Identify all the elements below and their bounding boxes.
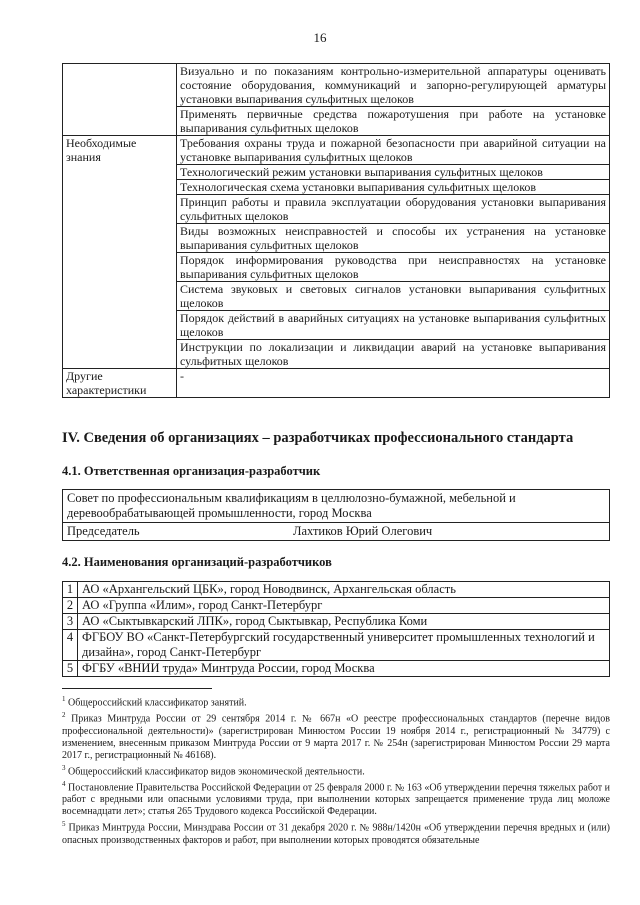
footnote-mark: 4	[62, 779, 66, 788]
table-cell: Визуально и по показаниям контрольно-измерительной аппаратуры оценивать состояние оборудования, коммуникаций и запорно-регулирующей арматуры установки выпаривания сульфитных щелоков	[177, 64, 610, 107]
table-row	[63, 369, 610, 398]
row-label	[63, 64, 177, 136]
table-row	[63, 523, 610, 541]
footnote	[62, 778, 610, 818]
footnote-mark: 5	[62, 820, 66, 829]
footnote	[62, 818, 610, 846]
responsible-org-name: Совет по профессиональным квалификациям в целлюлозно-бумажной, мебельной и деревообрабатывающей промышленности, город Москва	[63, 490, 610, 523]
footnote-mark: 2	[62, 711, 66, 720]
responsible-org-heading: 4.1. Ответственная организация-разработчик	[62, 464, 321, 478]
table-cell: Порядок информирования руководства при неисправностях на установке выпаривания сульфитных щелоков	[177, 253, 610, 282]
table-cell: Система звуковых и световых сигналов установки выпаривания сульфитных щелоков	[177, 282, 610, 311]
footnote-text: Постановление Правительства Российской Федерации от 25 февраля 2000 г. № 163 «Об утверждении перечня тяжелых работ и работ с вредными или опасными условиями труда, при выполнении которых запрещается применение труда лиц моложе восемнадцати лет»; статья 265 Трудового кодекса Российской Федерации.	[62, 782, 610, 818]
table-cell: Технологический режим установки выпаривания сульфитных щелоков	[177, 165, 610, 180]
section-heading: IV. Сведения об организациях – разработчиках профессионального стандарта	[62, 430, 574, 446]
table-cell: Применять первичные средства пожаротушения при работе на установке выпаривания сульфитных щелоков	[177, 107, 610, 136]
table-row	[63, 598, 610, 614]
footnote	[62, 693, 610, 709]
other-characteristics-label: Другие характеристики	[63, 369, 177, 398]
required-knowledge-label: Необходимые знания	[63, 136, 177, 369]
table-cell: Инструкции по локализации и ликвидации аварий на установке выпаривания сульфитных щелоков	[177, 340, 610, 369]
page-number: 16	[313, 30, 327, 45]
table-row	[63, 614, 610, 630]
row-number: 4	[63, 630, 78, 661]
chairman-role: Председатель	[63, 523, 290, 541]
developer-name: АО «Сыктывкарский ЛПК», город Сыктывкар, Республика Коми	[78, 614, 610, 630]
table-row	[63, 136, 610, 165]
row-number: 1	[63, 582, 78, 598]
table-row	[63, 661, 610, 677]
footnote-mark: 1	[62, 695, 66, 703]
developer-name: ФГБОУ ВО «Санкт-Петербургский государственный университет промышленных технологий и дизайна», город Санкт-Петербург	[78, 630, 610, 661]
developer-name: ФГБУ «ВНИИ труда» Минтруда России, город Москва	[78, 661, 610, 677]
table-row	[63, 582, 610, 598]
footnote	[62, 762, 610, 778]
footnote-text: Приказ Минтруда России, Минздрава России от 31 декабря 2020 г. № 988н/1420н «Об утверждении перечня вредных и (или) опасных производственных факторов и работ, при выполнении которых проводятся обязательные	[62, 822, 610, 846]
table-row	[63, 490, 610, 523]
developers-heading: 4.2. Наименования организаций-разработчиков	[62, 555, 332, 569]
responsible-org-table	[62, 489, 610, 541]
footnote-text: Приказ Минтруда России от 29 сентября 2014 г. № 667н «О реестре профессиональных стандартов (перечне видов профессиональной деятельности)» (зарегистрирован Минюстом России 19 ноября 2014 г., регистрационный № 34779) с изменением, внесенным приказом Минтруда России от 9 марта 2017 г. № 254н (зарегистрирован Минюстом России 29 марта 2017 г., регистрационный № 46168).	[62, 713, 610, 761]
table-cell: Принцип работы и правила эксплуатации оборудования установки выпаривания сульфитных щелоков	[177, 195, 610, 224]
table-cell: Требования охраны труда и пожарной безопасности при аварийной ситуации на установке выпаривания сульфитных щелоков	[177, 136, 610, 165]
footnote-mark: 3	[62, 763, 66, 772]
row-number: 2	[63, 598, 78, 614]
footnote-separator	[62, 688, 212, 689]
footnotes	[62, 693, 610, 847]
footnote-text: Общероссийский классификатор видов экономической деятельности.	[68, 765, 365, 777]
footnote-text: Общероссийский классификатор занятий.	[68, 697, 247, 709]
row-number: 3	[63, 614, 78, 630]
table-cell: Порядок действий в аварийных ситуациях на установке выпаривания сульфитных щелоков	[177, 311, 610, 340]
developer-name: АО «Группа «Илим», город Санкт-Петербург	[78, 598, 610, 614]
table-cell: Технологическая схема установки выпаривания сульфитных щелоков	[177, 180, 610, 195]
row-number: 5	[63, 661, 78, 677]
table-cell: Виды возможных неисправностей и способы их устранения на установке выпаривания сульфитных щелоков	[177, 224, 610, 253]
table-row	[63, 630, 610, 661]
developers-table	[62, 581, 610, 677]
developer-name: АО «Архангельский ЦБК», город Новодвинск, Архангельская область	[78, 582, 610, 598]
table-row	[63, 64, 610, 107]
knowledge-table	[62, 63, 610, 398]
table-cell: -	[177, 369, 610, 398]
footnote	[62, 709, 610, 761]
chairman-name: Лахтиков Юрий Олегович	[289, 523, 610, 541]
